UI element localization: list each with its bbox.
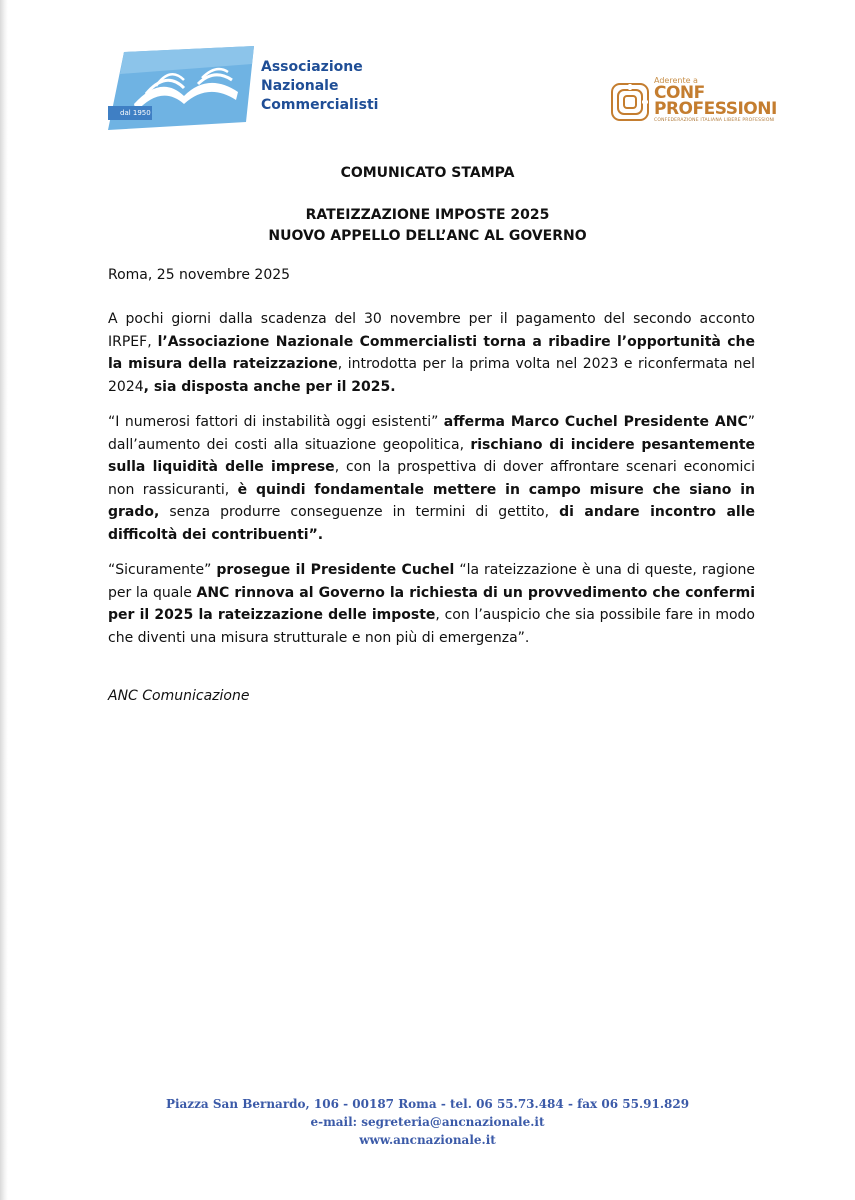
anc-name-line3: Commercialisti <box>261 97 379 113</box>
confprofessioni-logo <box>610 76 785 126</box>
p1-text-1: A pochi giorni dalla scadenza del 30 novembre per il pagamento del secondo acconto IRPEF, <box>108 311 755 350</box>
paragraph-2 <box>108 411 755 546</box>
p3-text-2: “la rateizzazione è una di queste, ragione per la quale <box>108 562 755 601</box>
p2-text-2: ” dall’aumento dei costi alla situazione geopolitica, <box>108 414 755 453</box>
conf-line2: PROFESSIONI <box>654 99 777 119</box>
p1-bold-2: , sia disposta anche per il 2025. <box>143 378 396 395</box>
anc-name-line1: Associazione <box>261 59 363 75</box>
document-date: Roma, 25 novembre 2025 <box>108 267 291 283</box>
document-title-line2: NUOVO APPELLO DELL’ANC AL GOVERNO <box>268 228 587 244</box>
p2-bold-2: rischiano di incidere pesantemente sulla liquidità delle imprese <box>108 436 756 475</box>
conf-tagline: CONFEDERAZIONE ITALIANA LIBERE PROFESSIONI <box>654 118 775 123</box>
anc-book-icon <box>106 44 256 132</box>
conf-aderente-label: Aderente a <box>654 76 698 85</box>
signature: ANC Comunicazione <box>108 688 250 704</box>
anc-name-line2: Nazionale <box>261 78 339 94</box>
p2-bold-4: di andare incontro alle difficoltà dei contribuenti”. <box>108 504 755 543</box>
conf-line1: CONF <box>654 83 705 103</box>
p2-text-3: , con la prospettiva di dover affrontare scenari economici non rassicuranti, <box>108 459 756 498</box>
confprofessioni-maze-icon <box>610 82 650 122</box>
p2-bold-3: è quindi fondamentale mettere in campo misure che siano in grado, <box>108 481 755 520</box>
paragraph-3 <box>108 559 755 649</box>
paragraph-1 <box>108 308 755 398</box>
anc-logo <box>106 44 379 134</box>
p2-bold-1: afferma Marco Cuchel Presidente ANC <box>443 414 748 430</box>
footer-website[interactable]: www.ancnazionale.it <box>359 1133 496 1147</box>
p3-text-1: “Sicuramente” <box>108 562 217 578</box>
p3-bold-1: prosegue il Presidente Cuchel <box>216 562 455 578</box>
p1-text-2: , introdotta per la prima volta nel 2023 e riconfermata nel 2024 <box>108 356 756 395</box>
p2-text-4: senza produrre conseguenze in termini di gettito, <box>159 504 560 520</box>
document-title-line1: RATEIZZAZIONE IMPOSTE 2025 <box>305 207 550 223</box>
p3-bold-2: ANC rinnova al Governo la richiesta di un provvedimento che confermi per il 2025 la rateizzazione delle imposte <box>108 584 755 623</box>
footer-email[interactable]: e-mail: segreteria@ancnazionale.it <box>310 1115 545 1129</box>
p3-text-3: , con l’auspicio che sia possibile fare in modo che diventi una misura strutturale e non più di emergenza”. <box>108 607 755 646</box>
p1-bold-1: l’Associazione Nazionale Commercialisti torna a ribadire l’opportunità che la misura della rateizzazione <box>108 333 755 372</box>
footer-address: Piazza San Bernardo, 106 - 00187 Roma - tel. 06 55.73.484 - fax 06 55.91.829 <box>165 1097 690 1111</box>
document-type-label: COMUNICATO STAMPA <box>340 165 515 181</box>
anc-year-label: dal 1950 <box>120 109 151 117</box>
p2-text-1: “I numerosi fattori di instabilità oggi esistenti” <box>108 414 444 430</box>
